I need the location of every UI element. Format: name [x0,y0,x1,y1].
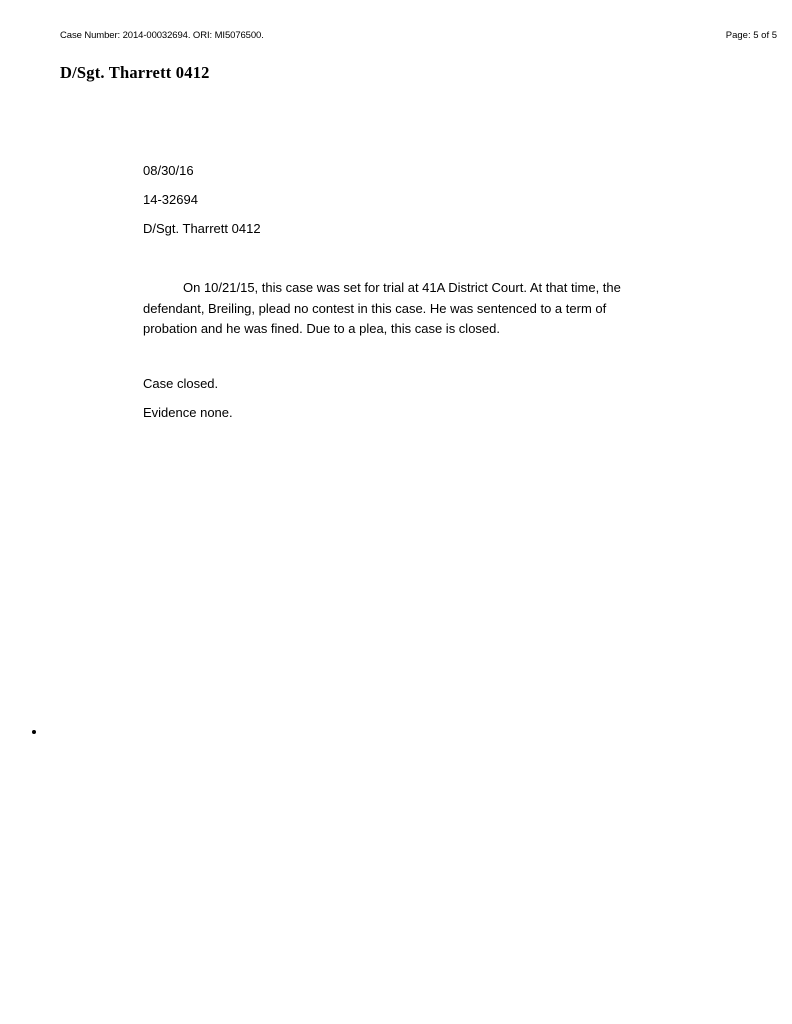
officer-heading: D/Sgt. Tharrett 0412 [60,63,210,82]
entry-date: 08/30/16 [143,163,194,178]
scan-speck [32,730,36,734]
narrative-paragraph: On 10/21/15, this case was set for trial at 41A District Court. At that time, the defendant, Breiling, plead no contest in this case. He was sentenced to a term of probation and he was fined. Due to a plea, this case is closed. [143,280,621,336]
case-number-header: Case Number: 2014-00032694. ORI: MI5076500. [60,30,264,41]
case-status: Case closed. [143,376,219,391]
entry-case-number: 14-32694 [143,192,198,207]
page-number: Page: 5 of 5 [725,30,777,41]
entry-officer: D/Sgt. Tharrett 0412 [143,221,261,236]
evidence-status: Evidence none. [143,405,233,420]
